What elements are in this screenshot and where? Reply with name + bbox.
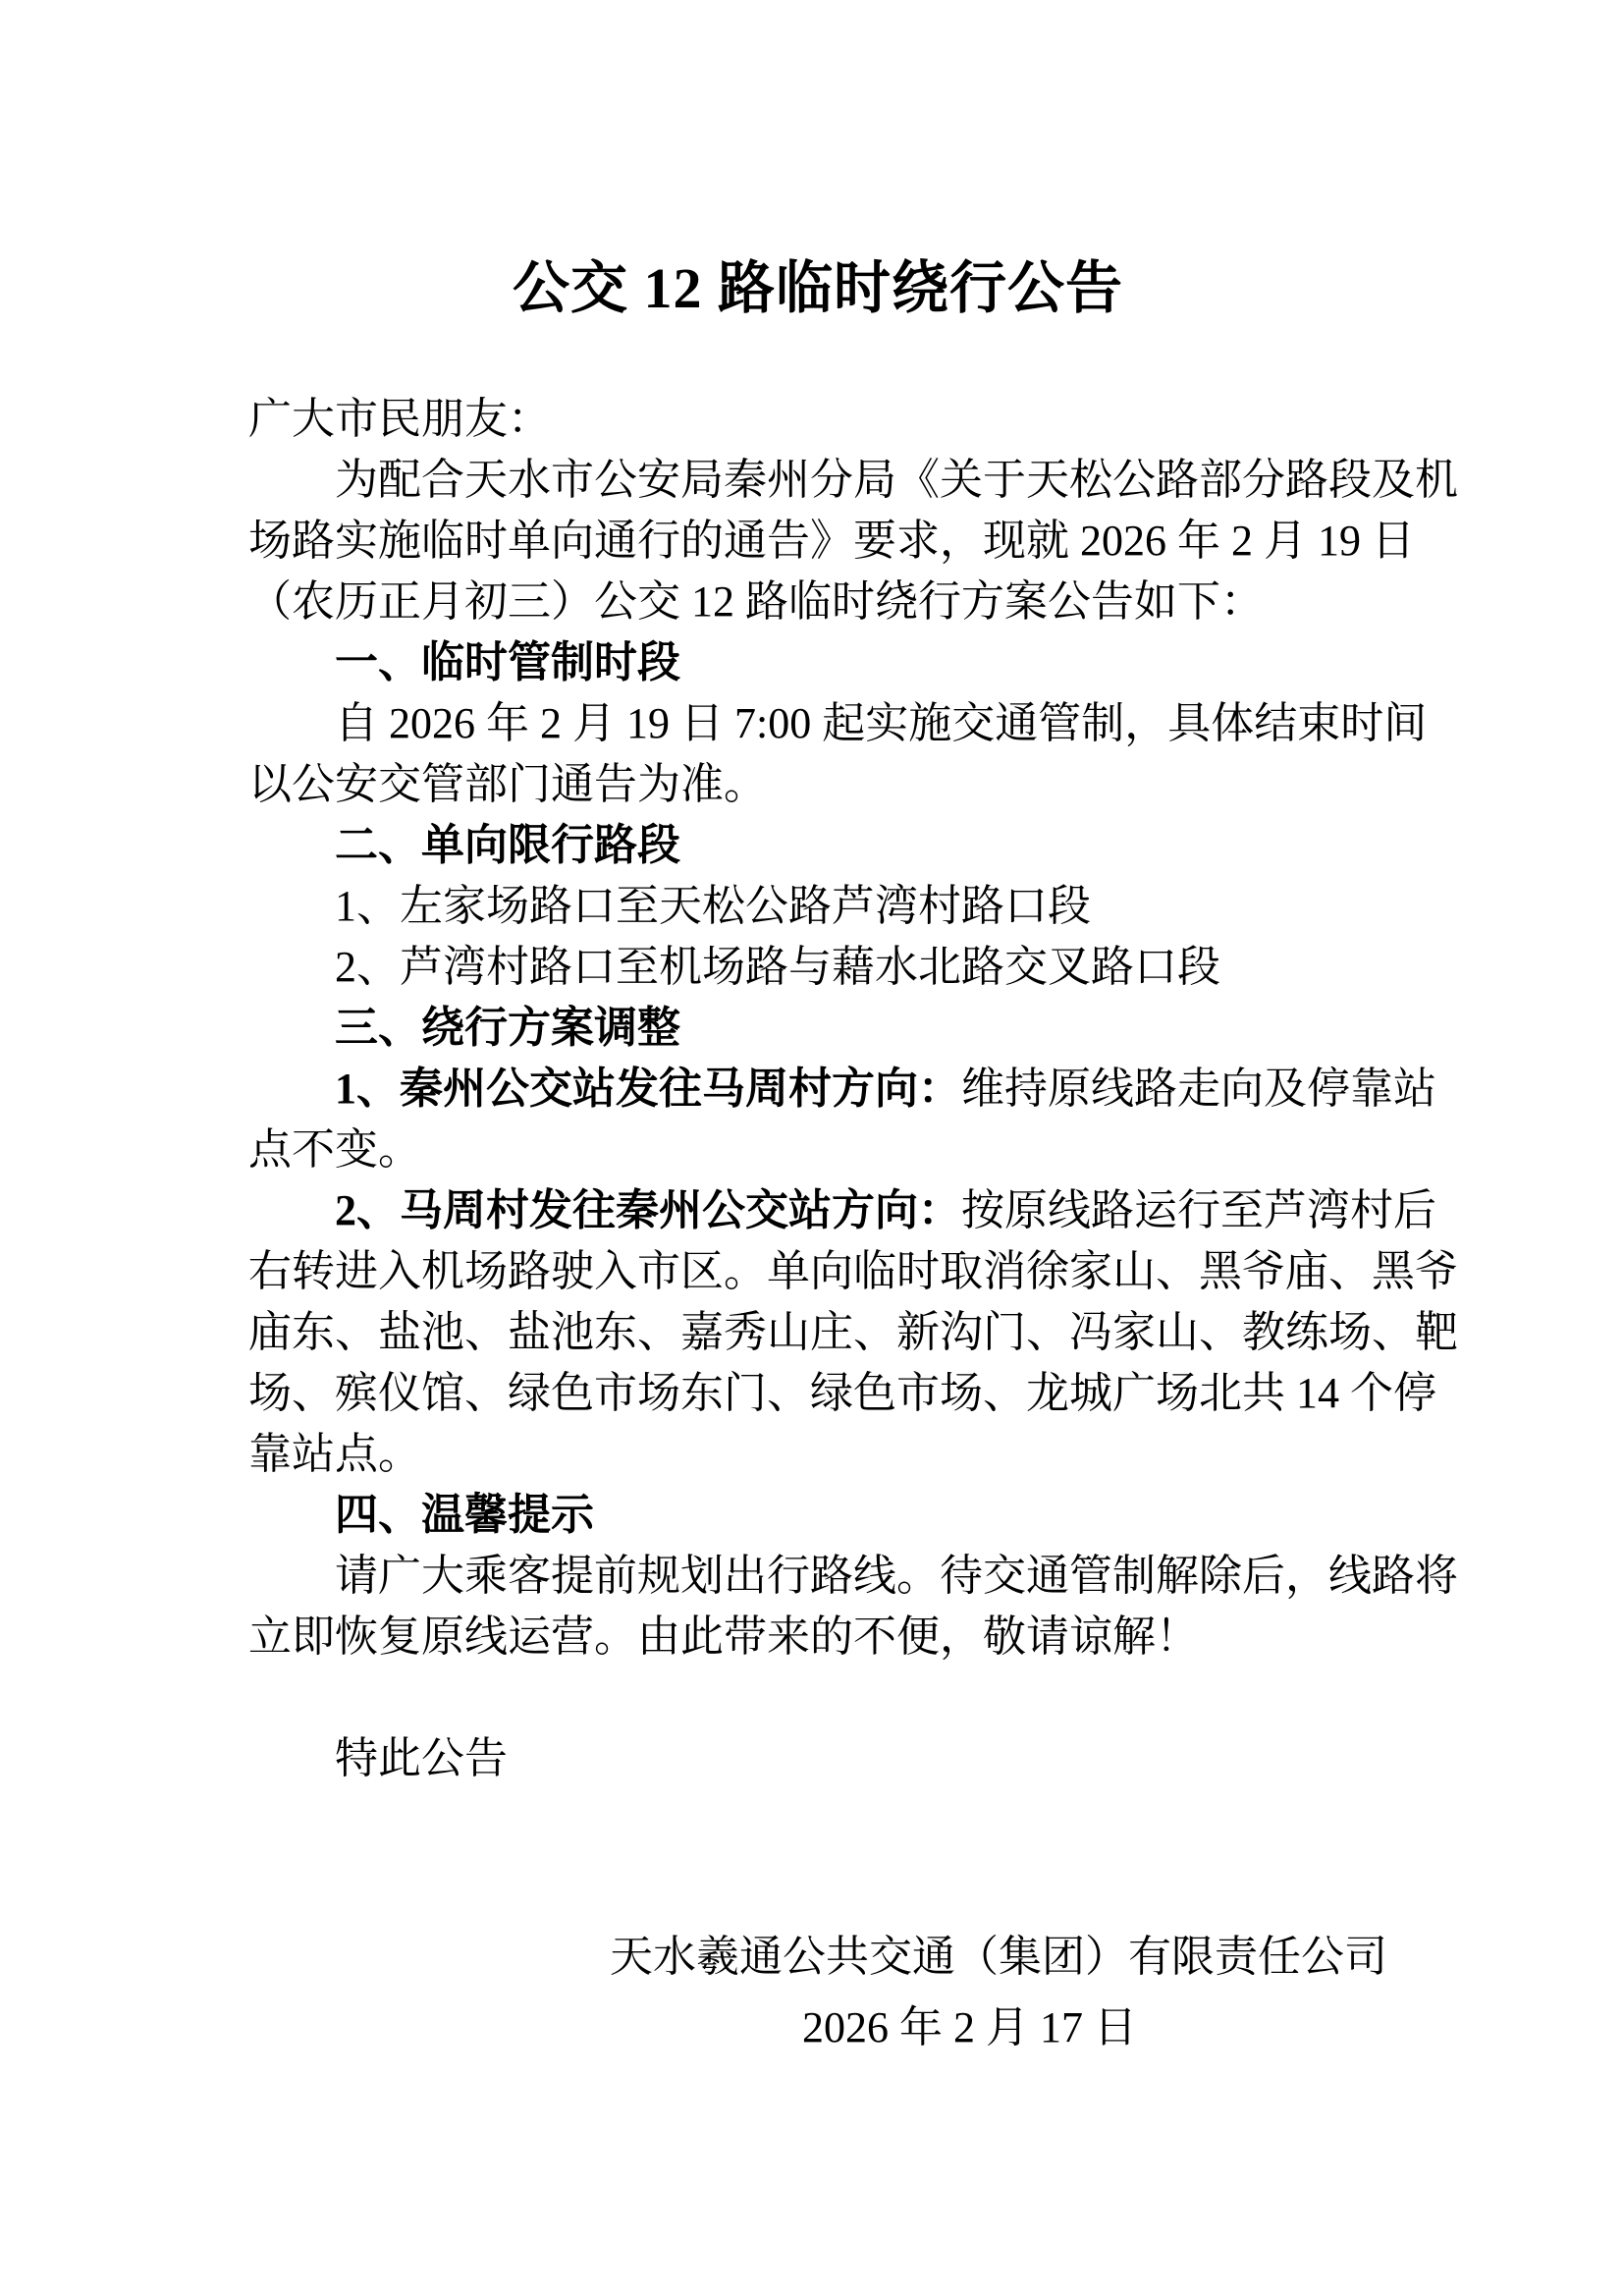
text-run: 一、临时管制时段: [335, 638, 680, 686]
text-line: [248, 1180, 1436, 1241]
text-line: [248, 1363, 1436, 1424]
text-line: [248, 1241, 1458, 1302]
section-heading: [248, 1485, 1387, 1546]
section-heading: [248, 632, 1387, 693]
text-line: [248, 1424, 1387, 1485]
text-line: [248, 572, 1387, 632]
section-heading: [248, 998, 1387, 1059]
text-line: [248, 876, 1387, 937]
text-run: 场、殡仪馆、绿色市场东门、绿色市场、龙城广场北共 14 个停: [248, 1369, 1436, 1417]
text-line: [248, 754, 1387, 815]
text-line: [248, 389, 1387, 450]
text-run: 维持原线路走向及停靠站: [961, 1065, 1436, 1113]
text-line: [248, 1728, 1387, 1789]
text-line: [248, 1302, 1458, 1363]
text-run: 场路实施临时单向通行的通告》要求，现就 2026 年 2 月 19 日: [248, 517, 1415, 565]
blank-line: [248, 1667, 1387, 1728]
text-run: 立即恢复原线运营。由此带来的不便，敬请谅解！: [248, 1613, 1199, 1661]
text-run: 二、单向限行路段: [335, 821, 680, 869]
text-run: 按原线路运行至芦湾村后: [961, 1186, 1436, 1234]
text-run: 2、芦湾村路口至机场路与藉水北路交叉路口段: [335, 943, 1220, 991]
text-run: 广大市民朋友：: [248, 395, 551, 443]
issuer-signature: 天水羲通公共交通（集团）有限责任公司: [610, 1933, 1387, 1981]
text-run: （农历正月初三）公交 12 路临时绕行方案公告如下：: [248, 577, 1264, 626]
text-line: [248, 1120, 1387, 1180]
text-run: 为配合天水市公安局秦州分局《关于天松公路部分路段及机: [335, 456, 1458, 504]
text-run: 2、马周村发往秦州公交站方向：: [335, 1186, 961, 1234]
text-line: [248, 450, 1458, 511]
text-run: 请广大乘客提前规划出行路线。待交通管制解除后，线路将: [335, 1552, 1458, 1600]
text-run: 右转进入机场路驶入市区。单向临时取消徐家山、黑爷庙、黑爷: [248, 1247, 1458, 1295]
document-body: [248, 389, 1458, 1911]
text-line: [248, 937, 1387, 998]
text-run: 三、绕行方案调整: [335, 1004, 680, 1052]
text-run: 1、秦州公交站发往马周村方向：: [335, 1065, 961, 1113]
blank-line: [248, 1850, 1387, 1911]
text-run: 1、左家场路口至天松公路芦湾村路口段: [335, 882, 1091, 930]
text-run: 庙东、盐池、盐池东、嘉秀山庄、新沟门、冯家山、教练场、靶: [248, 1308, 1458, 1356]
text-run: 四、温馨提示: [335, 1491, 594, 1539]
text-run: 特此公告: [335, 1734, 508, 1782]
text-line: [248, 1059, 1436, 1120]
text-run: 自 2026 年 2 月 19 日 7:00 起实施交通管制，具体结束时间: [335, 699, 1428, 747]
text-run: 点不变。: [248, 1125, 421, 1174]
text-line: [248, 511, 1415, 572]
text-line: [248, 693, 1428, 754]
text-line: [248, 1546, 1458, 1607]
text-run: 以公安交管部门通告为准。: [248, 760, 767, 808]
issue-date: 2026 年 2 月 17 日: [802, 2003, 1137, 2051]
blank-line: [248, 1789, 1387, 1850]
notice-document: [248, 0, 1458, 2058]
text-run: 靠站点。: [248, 1430, 421, 1478]
section-heading: [248, 815, 1387, 876]
text-line: [248, 1607, 1387, 1667]
document-title: 公交 12 路临时绕行公告: [512, 256, 1123, 320]
